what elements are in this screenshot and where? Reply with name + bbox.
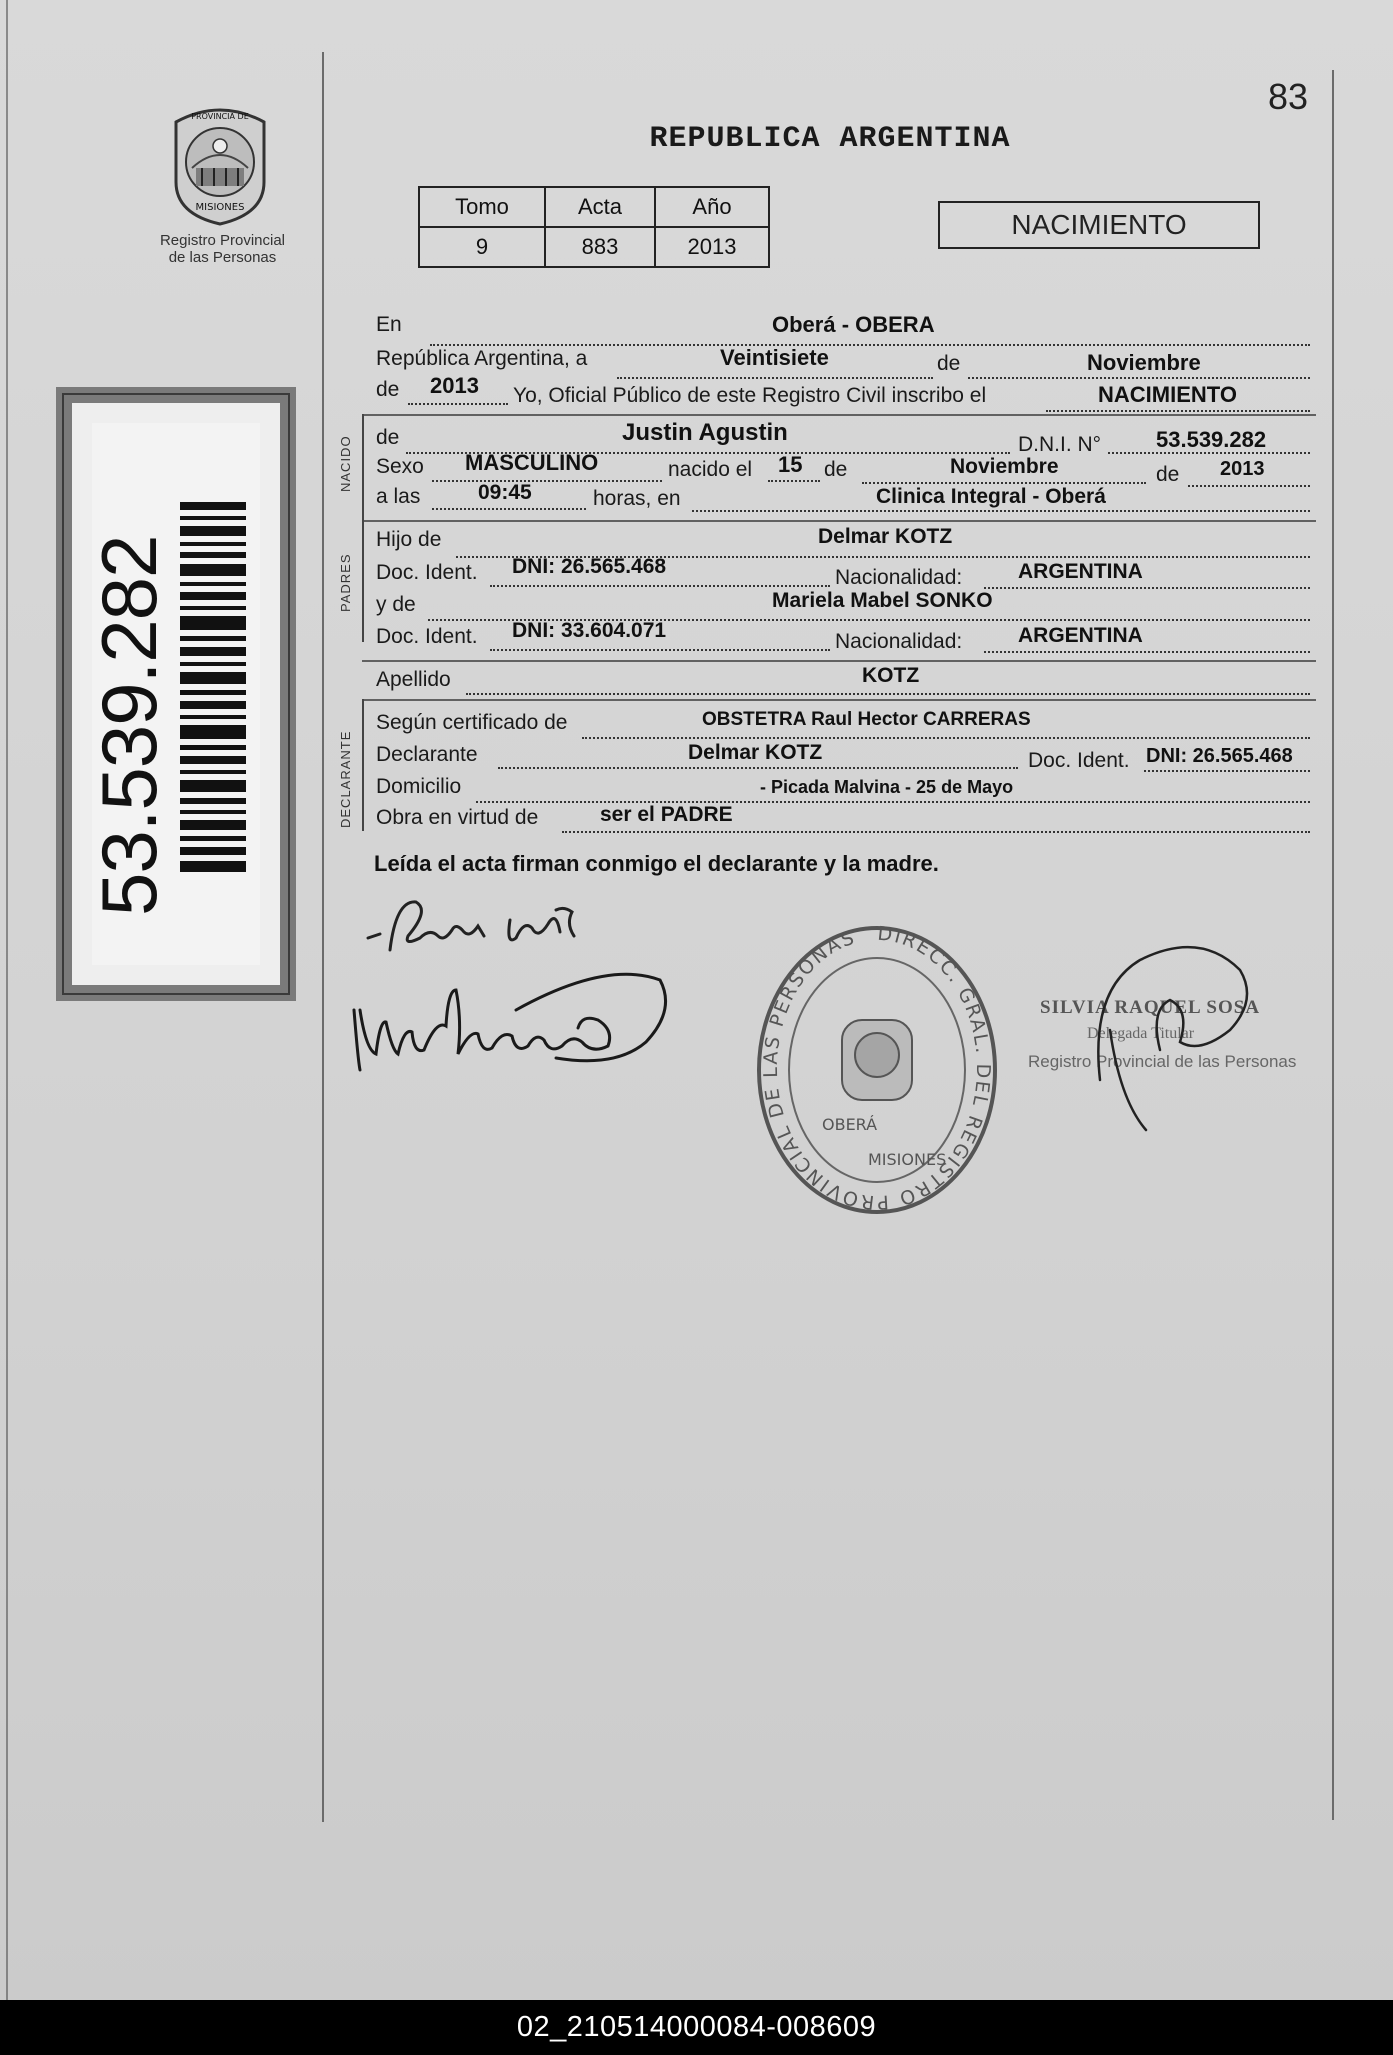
nac-de3-label: de	[1156, 463, 1180, 486]
inscribo-value: NACIMIENTO	[1098, 382, 1237, 407]
declarante-doc-dots	[1144, 770, 1310, 772]
nac-anio-value: 2013	[1220, 458, 1265, 480]
nac-mes-dots	[862, 482, 1146, 484]
madre-doc-value: DNI: 33.604.071	[512, 619, 667, 642]
padre-doc-value: DNI: 26.565.468	[512, 555, 667, 578]
padre-nac-label: Nacionalidad:	[835, 566, 963, 589]
page-number: 83	[1268, 76, 1309, 117]
official-role: Delegada Titular	[1087, 1025, 1195, 1042]
stamp-city: OBERÁ	[822, 1115, 878, 1134]
obra-value: ser el PADRE	[600, 803, 733, 826]
declarante-doc-label: Doc. Ident.	[1028, 749, 1130, 772]
sexo-value: MASCULINO	[465, 450, 599, 475]
official-office: Registro Provincial de las Personas	[1028, 1052, 1297, 1071]
apellido-dots	[466, 693, 1310, 695]
madre-doc-label: Doc. Ident.	[376, 625, 478, 648]
footer-id: 02_210514000084-008609	[0, 2000, 1393, 2055]
sexo-dots	[432, 480, 662, 482]
a-las-label: a las	[376, 485, 421, 508]
certificado-label: Según certificado de	[376, 711, 568, 734]
certificado-dots	[582, 737, 1310, 739]
registry-stamp-icon	[752, 920, 1002, 1220]
inscribo-dots	[1046, 410, 1310, 412]
registry-table-header	[419, 187, 769, 227]
hijo-de-label: Hijo de	[376, 528, 442, 551]
anio-value: 2013	[430, 373, 479, 398]
lugar-value: Clinica Integral - Oberá	[876, 485, 1106, 508]
document-title: REPUBLICA ARGENTINA	[649, 122, 1011, 156]
misiones-seal-icon	[166, 102, 274, 226]
nac-anio-dots	[1188, 485, 1310, 487]
acta-header: Acta	[545, 187, 655, 227]
padres-section-label: PADRES	[338, 553, 353, 612]
certificado-value: OBSTETRA Raul Hector CARRERAS	[702, 709, 1031, 730]
sexo-label: Sexo	[376, 455, 424, 478]
separator-2	[362, 520, 1316, 522]
barcode-number: 53.539.282	[85, 535, 173, 916]
stamp-arc-text: DIRECC. GRAL. DEL REGISTRO PROVINCIAL DE LAS PERSONAS	[759, 922, 995, 1214]
declarante-signature-icon	[360, 880, 600, 960]
page-edge	[6, 0, 8, 2000]
padre-nac-value: ARGENTINA	[1018, 560, 1143, 583]
domicilio-value: - Picada Malvina - 25 de Mayo	[760, 777, 1014, 797]
declarante-bar	[362, 699, 364, 831]
declarante-section-label: DECLARANTE	[338, 730, 353, 828]
madre-value: Mariela Mabel SONKO	[772, 589, 993, 612]
anio-de-label: de	[376, 378, 400, 401]
anio-header: Año	[655, 187, 769, 227]
nacido-section-label: NACIDO	[338, 435, 353, 492]
left-margin-line	[322, 52, 324, 1822]
en-label: En	[376, 313, 402, 336]
lugar-dots	[692, 510, 1310, 512]
separator-4	[362, 699, 1316, 701]
padre-doc-dots	[490, 585, 830, 587]
y-de-label: y de	[376, 593, 416, 616]
mes-value: Noviembre	[1087, 350, 1201, 375]
republica-label: República Argentina, a	[376, 347, 588, 370]
nac-de-label: de	[824, 458, 848, 481]
dni-label: D.N.I. N°	[1018, 433, 1102, 456]
registry-table	[418, 186, 770, 268]
tomo-header: Tomo	[419, 187, 545, 227]
nac-mes-value: Noviembre	[950, 455, 1059, 478]
official-name: SILVIA RAQUEL SOSA	[1040, 997, 1261, 1018]
seal-text-bottom: MISIONES	[195, 202, 245, 213]
nacido-bar	[362, 414, 364, 520]
right-margin-line	[1332, 70, 1334, 1820]
yo-text: Yo, Oficial Público de este Registro Civil inscribo el	[513, 384, 987, 407]
registry-label-line1: Registro Provincial	[159, 232, 286, 249]
padre-value: Delmar KOTZ	[818, 525, 953, 548]
hora-value: 09:45	[478, 481, 532, 504]
en-dots	[430, 344, 1310, 346]
anio-dots	[408, 403, 508, 405]
barcode-icon	[180, 502, 246, 872]
separator-1	[362, 414, 1316, 416]
nac-dia-value: 15	[778, 452, 803, 477]
domicilio-label: Domicilio	[376, 775, 462, 798]
registry-label-line2: de las Personas	[168, 249, 277, 266]
tomo-value: 9	[419, 227, 545, 267]
nac-dia-dots	[768, 480, 820, 482]
obra-dots	[562, 831, 1310, 833]
apellido-label: Apellido	[376, 668, 451, 691]
mes-dots	[968, 377, 1310, 379]
registry-label	[140, 232, 305, 266]
hora-dots	[432, 508, 586, 510]
padre-doc-label: Doc. Ident.	[376, 561, 478, 584]
obra-label: Obra en virtud de	[376, 806, 539, 829]
nacido-el-label: nacido el	[668, 458, 753, 481]
nacido-de-label: de	[376, 426, 400, 449]
stamp-province: MISIONES	[868, 1150, 947, 1169]
official-signature-icon	[1080, 930, 1260, 1140]
apellido-value: KOTZ	[862, 664, 920, 687]
madre-signature-icon	[346, 950, 676, 1080]
acta-value: 883	[545, 227, 655, 267]
dni-value: 53.539.282	[1156, 427, 1267, 452]
anio-value: 2013	[655, 227, 769, 267]
separator-3	[362, 660, 1316, 662]
closing-text: Leída el acta firman conmigo el declarante y la madre.	[374, 851, 939, 876]
declarante-value: Delmar KOTZ	[688, 741, 823, 764]
declarante-label: Declarante	[376, 743, 478, 766]
padre-nac-dots	[984, 587, 1310, 589]
dia-value: Veintisiete	[720, 345, 829, 370]
madre-doc-dots	[490, 649, 830, 651]
mes-de-label: de	[937, 352, 961, 375]
seal-text-top: PROVINCIA DE	[191, 112, 249, 121]
madre-nac-label: Nacionalidad:	[835, 630, 963, 653]
dia-dots	[617, 377, 933, 379]
madre-nac-dots	[984, 651, 1310, 653]
madre-nac-value: ARGENTINA	[1018, 624, 1143, 647]
registry-table-values	[419, 227, 769, 267]
nombre-value: Justin Agustin	[622, 419, 788, 446]
declarante-doc-value: DNI: 26.565.468	[1146, 745, 1293, 767]
horas-en-label: horas, en	[593, 487, 681, 510]
acta-type-box: NACIMIENTO	[938, 201, 1260, 249]
padres-bar	[362, 520, 364, 642]
declarante-dots	[498, 767, 1018, 769]
en-value: Oberá - OBERA	[772, 312, 935, 337]
